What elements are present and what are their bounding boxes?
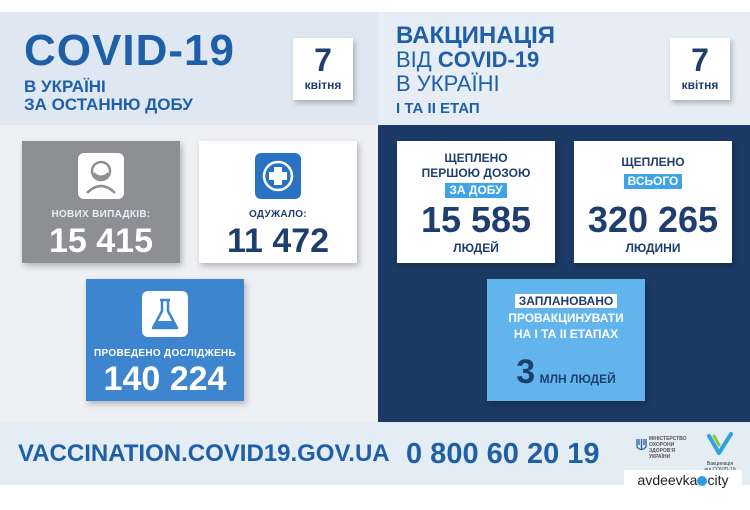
moz-logo-text: [649, 436, 687, 460]
watermark-left: avdeevka: [637, 472, 698, 488]
moz-line2: ОХОРОНИ: [649, 442, 675, 448]
tests-value: 140 224: [103, 360, 227, 398]
first-dose-line1: ЩЕПЛЕНО: [444, 151, 508, 165]
recovered-value: 11 472: [226, 222, 330, 260]
watermark-dot-icon: [697, 476, 707, 486]
right-date-day: 7: [691, 42, 709, 78]
first-dose-highlight: ЗА ДОБУ: [445, 183, 506, 198]
vaccination-title-line2: [396, 47, 539, 73]
total-value: 320 265: [587, 199, 719, 240]
trident-icon: [636, 438, 647, 454]
masked-person-icon: [78, 153, 124, 199]
left-date-day: 7: [314, 42, 332, 78]
planned-line3: НА І ТА ІІ ЕТАПАХ: [513, 327, 619, 341]
planned-highlight: ЗАПЛАНОВАНО: [515, 294, 617, 308]
left-date-card: [293, 38, 353, 100]
total-highlight: ВСЬОГО: [624, 174, 683, 189]
planned-highlight-row: [487, 292, 645, 310]
planned-unit: МЛН ЛЮДЕЙ: [539, 372, 616, 386]
first-dose-value: 15 585: [420, 199, 532, 240]
planned-value-row: [487, 353, 645, 392]
total-line1: ЩЕПЛЕНО: [621, 155, 685, 169]
first-dose-line2: ПЕРШОЮ ДОЗОЮ: [421, 166, 531, 180]
tests-label: ПРОВЕДЕНО ДОСЛІДЖЕНЬ: [94, 348, 236, 359]
right-date-card: [670, 38, 730, 100]
new-cases-card: [22, 141, 180, 263]
medical-cross-icon: [255, 153, 301, 199]
hotline-phone: 0 800 60 20 19: [406, 438, 600, 470]
watermark: [624, 470, 742, 490]
moz-line3: ЗДОРОВ'Я: [649, 448, 676, 454]
covid-subtitle-line2: ЗА ОСТАННЮ ДОБУ: [24, 95, 193, 114]
flask-icon: [142, 291, 188, 337]
planned-value: 3: [516, 353, 536, 391]
website-link[interactable]: VACCINATION.COVID19.GOV.UA: [18, 440, 390, 467]
left-date-month: квітня: [304, 78, 342, 92]
new-cases-label: НОВИХ ВИПАДКІВ:: [51, 209, 151, 220]
total-vaccinated-card: [574, 141, 732, 263]
covid-subtitle-line1: В УКРАЇНІ: [24, 77, 106, 96]
moz-line4: УКРАЇНИ: [649, 454, 671, 460]
planned-line2: ПРОВАКЦИНУВАТИ: [508, 311, 624, 325]
first-dose-highlight-row: [397, 181, 555, 199]
moz-logo: [636, 436, 686, 470]
vaccination-title-bold: COVID-19: [437, 47, 540, 72]
first-dose-card: [397, 141, 555, 263]
total-highlight-row: [574, 172, 732, 190]
planned-card: [487, 279, 645, 401]
tests-card: [86, 279, 244, 401]
vaccination-title-prefix: ВІД: [396, 47, 432, 72]
vac-logo-line1: Вакцинація: [706, 461, 734, 467]
vaccination-title-line3: В УКРАЇНІ: [396, 71, 500, 96]
vaccination-title-line1: ВАКЦИНАЦІЯ: [396, 22, 556, 49]
vaccination-check-icon: [707, 432, 733, 456]
vaccination-stage: І ТА ІІ ЕТАП: [396, 100, 480, 117]
right-date-month: квітня: [681, 78, 719, 92]
recovered-label: ОДУЖАЛО:: [248, 209, 308, 220]
moz-line1: МІНІСТЕРСТВО: [649, 436, 687, 442]
recovered-card: [199, 141, 357, 263]
watermark-right: city: [707, 472, 729, 488]
total-unit: ЛЮДИНИ: [625, 241, 681, 255]
first-dose-unit: ЛЮДЕЙ: [453, 241, 499, 255]
covid-title: COVID-19: [24, 26, 235, 75]
new-cases-value: 15 415: [49, 222, 153, 260]
